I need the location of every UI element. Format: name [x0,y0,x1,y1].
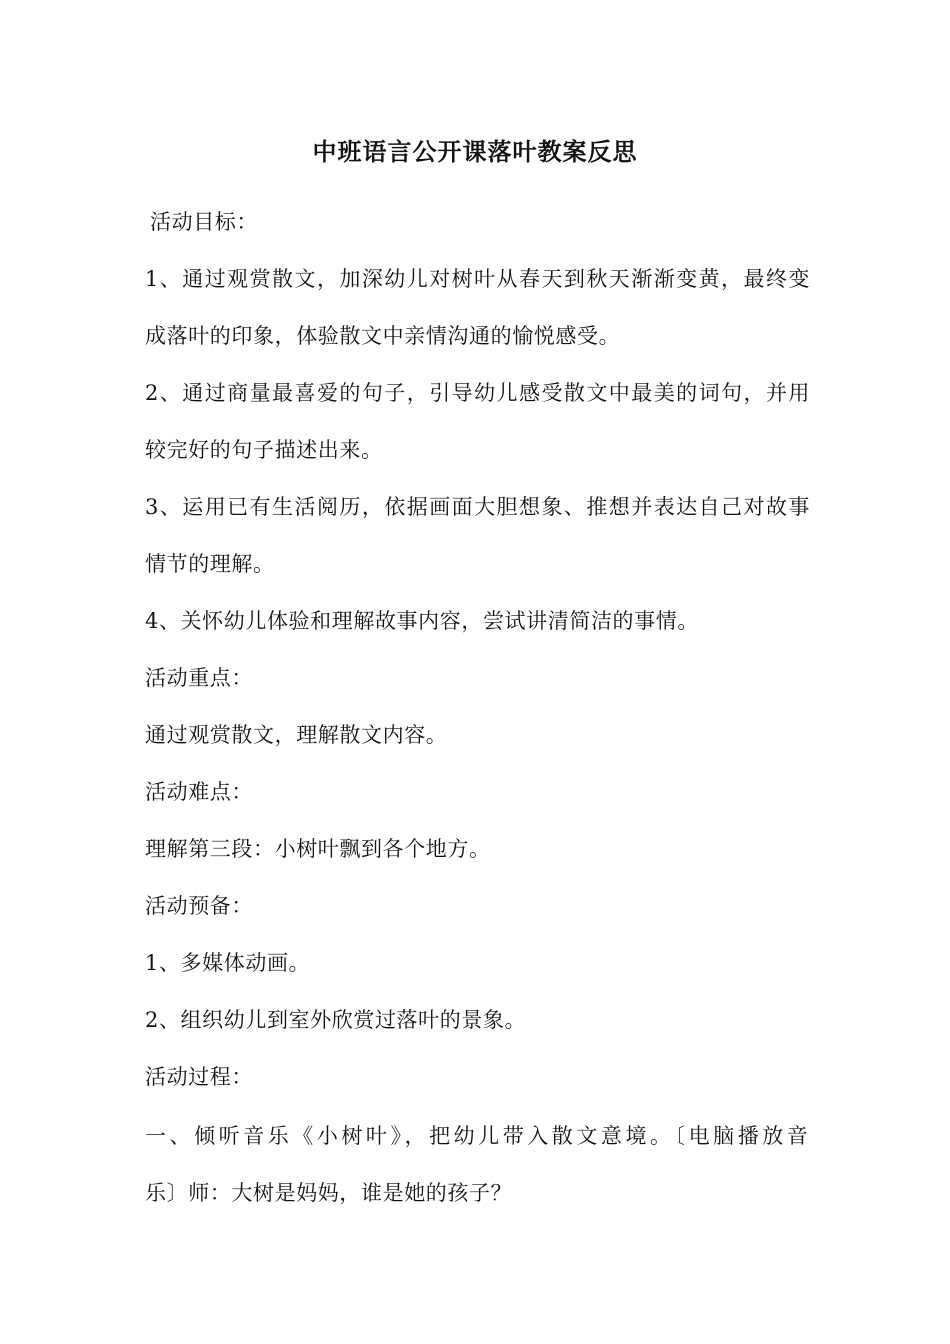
document-title: 中班语言公开课落叶教案反思 [312,137,638,166]
paragraph-line: 通过观赏散文，理解散文内容。 [145,723,448,747]
section-heading-preparation: 活动预备： [145,894,253,918]
paragraph-line: 2、组织幼儿到室外欣赏过落叶的景象。 [145,1008,527,1032]
paragraph-line: 1、通过观赏散文，加深幼儿对树叶从春天到秋天渐渐变黄，最终变 [145,267,810,291]
paragraph-line: 一、倾听音乐《小树叶》，把幼儿带入散文意境。〔电脑播放音 [145,1124,810,1148]
paragraph-line: 4、关怀幼儿体验和理解故事内容，尝试讲清简洁的事情。 [145,609,699,633]
paragraph-line: 情节的理解。 [145,552,275,576]
paragraph-line: 1、多媒体动画。 [145,951,311,975]
paragraph-line: 理解第三段：小树叶飘到各个地方。 [145,837,491,861]
paragraph-line: 2、通过商量最喜爱的句子，引导幼儿感受散文中最美的词句，并用 [145,381,810,405]
section-heading-key-points: 活动重点： [145,666,253,690]
section-heading-goals: 活动目标： [150,210,258,234]
paragraph-line: 3、运用已有生活阅历，依据画面大胆想象、推想并表达自己对故事 [145,495,810,519]
paragraph-line: 成落叶的印象，体验散文中亲情沟通的愉悦感受。 [145,324,621,348]
section-heading-difficulties: 活动难点： [145,780,253,804]
paragraph-line: 较完好的句子描述出来。 [145,438,383,462]
section-heading-process: 活动过程： [145,1065,253,1089]
paragraph-line: 乐〕师：大树是妈妈，谁是她的孩子？ [145,1181,513,1205]
